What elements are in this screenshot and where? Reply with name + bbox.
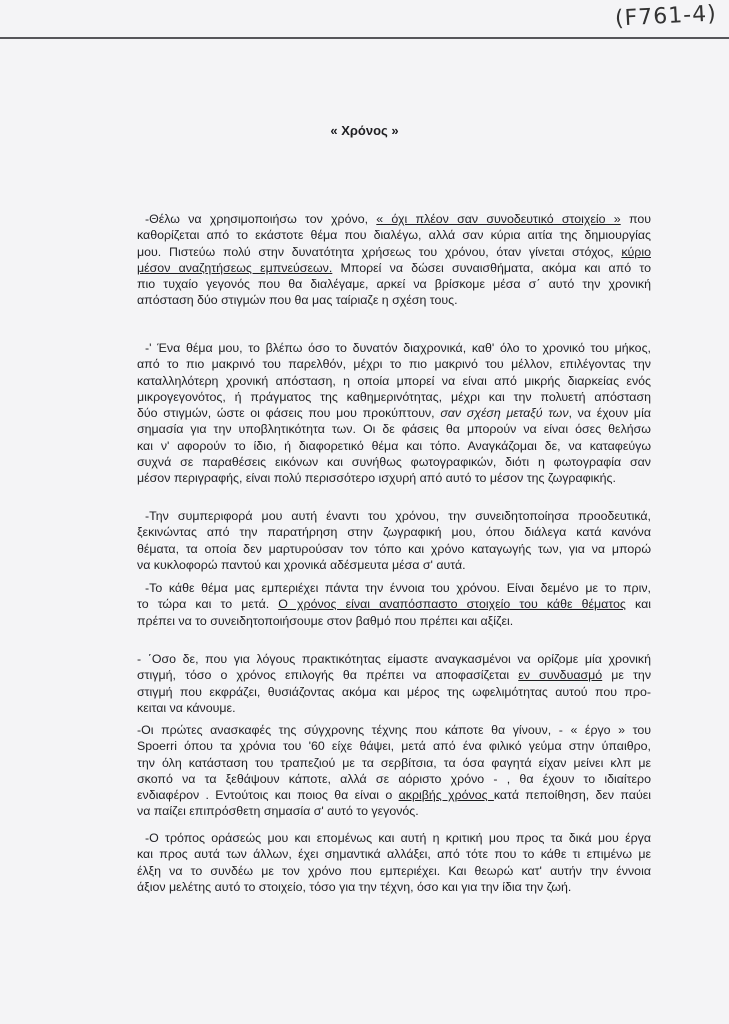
text-line xyxy=(137,830,651,846)
text-line xyxy=(137,755,651,771)
paragraph xyxy=(137,830,651,895)
handwritten-reference-note: (F761-4) xyxy=(614,1,718,32)
text-segment: Spoerri όπου τα χρόνια του '60 είχε θάψει, μετά από ένα φιλικό γεύμα στην ύπαιθρο, xyxy=(137,739,651,754)
underlined-text: Ο χρόνος είναι αναπόσπαστο στοιχείο του κάθε θέματος xyxy=(278,597,626,612)
text-segment: και xyxy=(625,597,651,612)
text-segment: και ν' αφορούν το ίδιο, ή διαφορετικό θέμα και τόπο. Αναγκάζομαι δε, να καταφεύγω xyxy=(137,438,651,453)
text-line xyxy=(137,771,651,787)
underlined-text: εν συνδυασμό xyxy=(518,668,603,683)
text-segment: μου. Πιστεύω πολύ στην δυνατότητα χρήσεως του χρόνου, όταν γίνεται στόχος, xyxy=(137,244,622,259)
text-segment: με την xyxy=(602,668,651,683)
paragraph xyxy=(137,211,651,309)
text-segment: σημασία για την υποβλητικότητα των. Οι δε φάσεις θα μπορούν να είναι όσες θελήσω xyxy=(137,422,651,437)
text-line xyxy=(137,340,651,356)
text-line xyxy=(137,738,651,754)
text-segment: πιο τυχαίο γεγονός που θα διαλέγαμε, αρκεί να βρίσκομε μέσα σ΄ αυτό την χρονική xyxy=(137,277,651,292)
text-segment: σκοπό να τα ξεθάψουν κάποτε, αλλά σε αόριστο χρόνο - , θα έχουν το ιδιαίτερο xyxy=(137,771,651,786)
document-title: « Χρόνος » xyxy=(330,123,399,138)
text-segment: στιγμή, τόσο ο χρόνος επιλογής θα πρέπει να αποφασίζεται xyxy=(137,668,519,683)
underlined-text: κύριο xyxy=(621,244,651,259)
text-segment: , να έχουν μία xyxy=(568,406,651,421)
text-segment: συχνά σε παραθέσεις εικόνων και συνήθως φωτογραφικών, διότι η φωτογραφία σαν xyxy=(137,455,651,470)
text-segment: και προς αυτά των άλλων, έχει σημαντικά αλλάξει, από τότε που το κάθε τι επιμένω με xyxy=(137,847,651,862)
top-rule xyxy=(0,37,729,39)
text-line xyxy=(137,405,651,421)
text-line xyxy=(137,596,651,612)
text-segment: καθορίζεται από το εκάστοτε θέμα που διαλέγω, αλλά σαν κύρια αιτία της δημιουργίας xyxy=(137,228,651,243)
text-line xyxy=(137,373,651,389)
text-line xyxy=(137,438,651,454)
underlined-text: « όχι πλέον σαν συνοδευτικό στοιχείο » xyxy=(376,212,621,226)
text-line xyxy=(137,541,651,557)
text-segment: από το πιο μακρινό του παρελθόν, μέχρι το πιο μακρινό του μέλλον, επιλέγοντας την xyxy=(137,357,651,372)
text-segment: Μπορεί να δώσει συναισθήματα, ακόμα και από το xyxy=(332,260,651,275)
text-line xyxy=(137,684,651,700)
text-segment: την όλη κατάσταση του τραπεζιού με τα σερβίτσια, τα όσα φαγητά είχαν μείνει κλπ με xyxy=(137,755,651,770)
underlined-text: μέσον αναζητήσεως εμπνεύσεων. xyxy=(137,260,333,275)
text-line xyxy=(137,700,651,716)
text-segment: -Θέλω να χρησιμοποιήσω τον χρόνο, xyxy=(145,212,377,226)
text-line xyxy=(137,863,651,879)
text-segment: απόσταση δύο στιγμών που θα μας ταίριαζε η σχέση τους. xyxy=(137,293,458,308)
text-segment: στιγμή που εκφράζει, θυσιάζοντας ακόμα και μέρος της ωφελιμότητας αυτού που προ- xyxy=(137,684,651,699)
text-line xyxy=(137,803,651,819)
text-line xyxy=(137,557,651,573)
text-line xyxy=(137,276,651,292)
text-line xyxy=(137,470,651,486)
text-line xyxy=(137,879,651,895)
text-line xyxy=(137,613,651,629)
text-segment: -' Ένα θέμα μου, το βλέπω όσο το δυνατόν διαχρονικά, καθ' όλο το χρονικό του μήκος, xyxy=(145,341,651,355)
paragraph xyxy=(137,651,651,716)
text-segment: έλξη να το συνδέω με τον χρόνο που εμπεριέχει. Και θεωρώ κατ' αυτήν την έννοια xyxy=(137,863,651,878)
text-line xyxy=(137,580,651,596)
text-segment: να κυκλοφορώ παντού και χρονικά αδέσμευτα μέσα σ' αυτά. xyxy=(137,557,466,572)
text-line xyxy=(137,421,651,437)
text-line xyxy=(137,260,651,276)
text-line xyxy=(137,356,651,372)
text-line xyxy=(137,244,651,260)
italic-text: σαν σχέση μεταξύ των xyxy=(440,406,569,421)
text-line xyxy=(137,722,651,738)
text-segment: -Οι πρώτες ανασκαφές της σύγχρονης τέχνης που κάποτε θα γίνουν, - « έργο » του xyxy=(137,723,651,737)
paragraph xyxy=(137,508,651,573)
text-segment: - ΄Οσο δε, που για λόγους πρακτικότητας είμαστε αναγκασμένοι να ορίζομε μία χρονική xyxy=(137,652,651,666)
text-line xyxy=(137,667,651,683)
text-segment: ξεκινώντας από την παρατήρηση στην ζωγραφική μου, όπου διάλεγα κατά κανόνα xyxy=(137,525,651,540)
text-line xyxy=(137,211,651,227)
text-segment: πρέπει να το συνειδητοποιήσουμε στον βαθμό που πρέπει και αξίζει. xyxy=(137,613,514,628)
text-line xyxy=(137,787,651,803)
underlined-text: ακριβής χρόνος xyxy=(398,788,494,803)
text-segment: ενδιαφέρον . Εντούτοις και ποιος θα είναι ο xyxy=(137,788,399,803)
text-segment: το τώρα και το μετά. xyxy=(137,597,279,612)
text-line xyxy=(137,524,651,540)
text-line xyxy=(137,292,651,308)
text-segment: που xyxy=(620,212,651,226)
paragraph xyxy=(137,340,651,487)
text-line xyxy=(137,651,651,667)
text-line xyxy=(137,454,651,470)
text-segment: -Ο τρόπος οράσεώς μου και επομένως και αυτή η κριτική μου προς τα δικά μου έργα xyxy=(145,831,651,845)
text-segment: κατά πεποίθηση, δεν παύει xyxy=(493,788,651,803)
text-segment: κειται να κάνουμε. xyxy=(137,700,236,715)
text-segment: μέσον περιγραφής, είναι πολύ περισσότερο ισχυρή από αυτό το μέσον της ζωγραφικής. xyxy=(137,471,616,486)
text-line xyxy=(137,508,651,524)
text-segment: δύο στιγμών, ώστε οι φάσεις που μου προκύπτουν, xyxy=(137,406,441,421)
text-segment: -Την συμπεριφορά μου αυτή έναντι του χρόνου, την συνειδητοποίησα προοδευτικά, xyxy=(145,509,651,523)
paragraph xyxy=(137,722,651,820)
text-segment: καταλληλότερη χρονική απόσταση, η οποία μπορεί να είναι από μικρής διαρκείας ενός xyxy=(137,373,651,388)
text-segment: μικρογεγονότος, ή πράγματος της καθημερινότητας, μέχρι και την πολυετή απόσταση xyxy=(137,389,651,404)
text-line xyxy=(137,846,651,862)
text-line xyxy=(137,389,651,405)
paragraph xyxy=(137,580,651,629)
text-segment: θέματα, τα οποία δεν μαρτυρούσαν τον τόπο και χρόνο καταγωγής των, για να μπορώ xyxy=(137,541,651,556)
text-segment: -Το κάθε θέμα μας εμπεριέχει πάντα την έννοια του χρόνου. Είναι δεμένο με το πριν, xyxy=(145,581,651,595)
text-segment: να παίζει επιπρόσθετη σημασία σ' αυτό το γεγονός. xyxy=(137,804,419,819)
text-segment: άξιον μελέτης αυτό το στοιχείο, τόσο για την τέχνη, όσο και για την ίδια την ζωή. xyxy=(137,879,572,894)
text-line xyxy=(137,227,651,243)
